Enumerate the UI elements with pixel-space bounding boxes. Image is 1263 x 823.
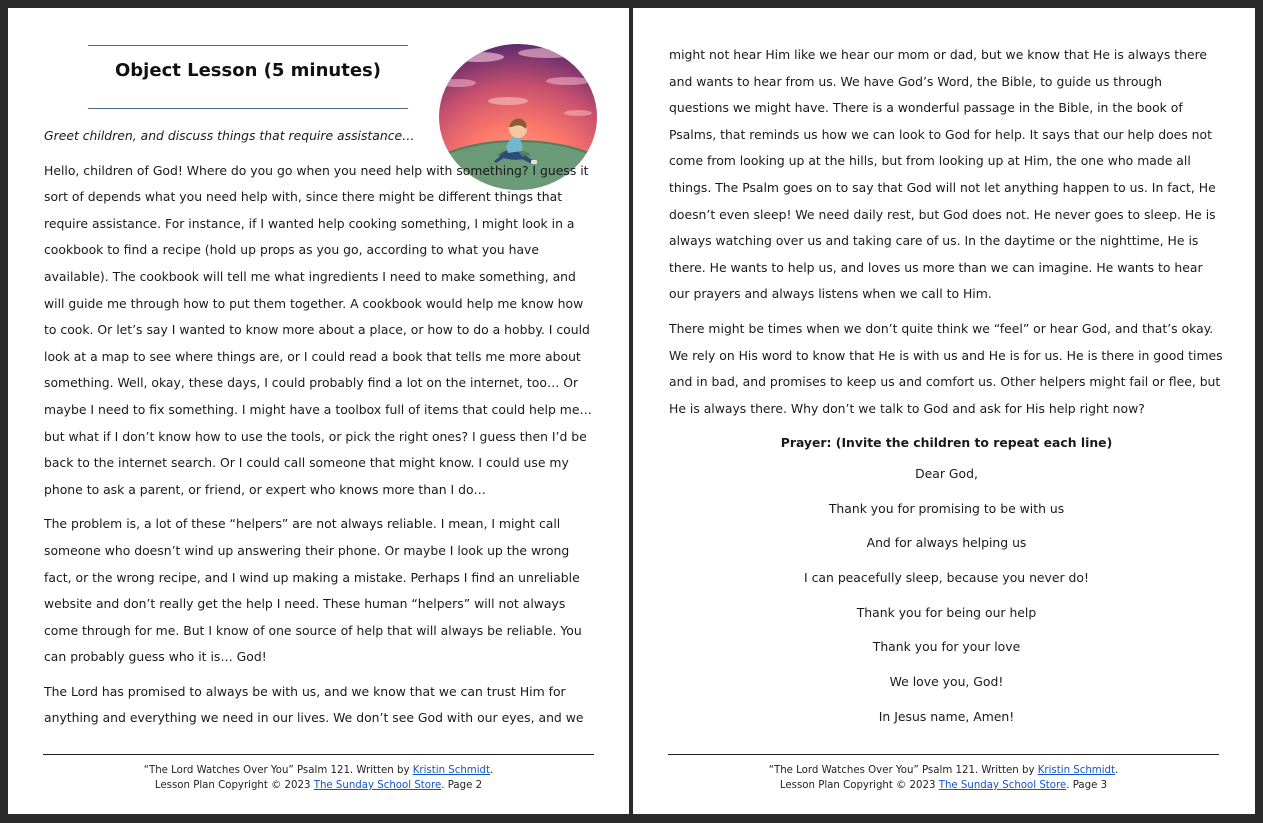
footer-line-1: [43, 763, 594, 778]
footer-text: “The Lord Watches Over You” Psalm 121. Written by: [143, 765, 413, 776]
title-box: [88, 45, 408, 109]
store-link[interactable]: The Sunday School Store: [938, 780, 1067, 791]
document-page-3: [633, 8, 1255, 814]
page-number: . Page 2: [441, 780, 483, 791]
prayer-heading: Prayer: (Invite the children to repeat each line): [780, 435, 1113, 451]
document-page-2: [8, 8, 629, 814]
prayer-line: I can peacefully sleep, because you never do!: [804, 570, 1089, 586]
body-paragraph: The Lord has promised to always be with us, and we know that we can trust Him for anything and everything we need in our lives. We don’t see God with our eyes, and we: [44, 683, 584, 726]
prayer: [669, 457, 1224, 735]
footer-rule: [668, 754, 1219, 755]
author-link[interactable]: Kristin Schmidt: [412, 765, 491, 776]
footer-text: .: [490, 765, 494, 776]
prayer-line: Thank you for promising to be with us: [828, 500, 1065, 516]
body-paragraph: might not hear Him like we hear our mom or dad, but we know that He is always there and wants to hear from us. We have God’s Word, the Bible, to guide us through questions we might have. There is a wonderful passage in the Bible, in the book of Psalms, that reminds us how we can look to God for help. It says that our help does not come from looking up at the hills, but from looking up at Him, the one who made all things. The Psalm goes on to say that God will not let anything happen to us. In fact, He doesn’t even sleep! We need daily rest, but God does not. He never goes to sleep. He is always watching over us and taking care of us. In the daytime or the nighttime, He is there. He wants to help us, and loves us more than we can imagine. He wants to hear our prayers and always listens when we call to Him.: [669, 47, 1216, 302]
footer-text: Lesson Plan Copyright © 2023: [154, 780, 314, 791]
author-link[interactable]: Kristin Schmidt: [1037, 765, 1116, 776]
intro-instruction: Greet children, and discuss things that require assistance…: [44, 128, 415, 143]
footer: [43, 763, 594, 793]
prayer-line: And for always helping us: [866, 535, 1027, 551]
footer-line-2: [668, 778, 1219, 793]
left-page-body: [44, 123, 598, 732]
footer-line-1: [668, 763, 1219, 778]
prayer-line: Dear God,: [915, 465, 978, 481]
prayer-line: In Jesus name, Amen!: [878, 708, 1015, 724]
prayer-line: Thank you for being our help: [856, 604, 1037, 620]
body-paragraph: The problem is, a lot of these “helpers” are not always reliable. I mean, I might call someone who doesn’t wind up answering their phone. Or maybe I look up the wrong fact, or the wrong recipe, and I wind up making a mistake. Perhaps I find an unreliable website and don’t really get the help I need. These human “helpers” will not always come through for me. But I know of one source of help that will always be reliable. You can probably guess who it is… God!: [44, 516, 582, 665]
footer: [668, 763, 1219, 793]
prayer-line: We love you, God!: [889, 674, 1004, 690]
footer-text: “The Lord Watches Over You” Psalm 121. Written by: [768, 765, 1038, 776]
prayer-line: Thank you for your love: [872, 639, 1021, 655]
page-title: Object Lesson (5 minutes): [115, 60, 381, 81]
page-number: . Page 3: [1066, 780, 1108, 791]
footer-line-2: [43, 778, 594, 793]
footer-text: Lesson Plan Copyright © 2023: [779, 780, 939, 791]
right-page-body: [669, 42, 1224, 735]
footer-text: .: [1115, 765, 1119, 776]
store-link[interactable]: The Sunday School Store: [313, 780, 442, 791]
body-paragraph: There might be times when we don’t quite think we “feel” or hear God, and that’s okay. We rely on His word to know that He is with us and He is for us. He is there in good times and in bad, and promises to keep us and comfort us. Other helpers might fail or flee, but He is always there. Why don’t we talk to God and ask for His help right now?: [669, 320, 1223, 416]
body-paragraph: Hello, children of God! Where do you go when you need help with something? I guess it sort of depends what you need help with, since there might be different things that require assistance. For instance, if I wanted help cooking something, I might look in a cookbook to find a recipe (hold up props as you go, according to what you have available). The cookbook will tell me what ingredients I need to make something, and will guide me through how to put them together. A cookbook would help me know how to cook. Or let’s say I wanted to know more about a place, or how to do a hobby. I could look at a map to see where things are, or I could read a book that tells me more about something. Well, okay, these days, I could probably find a lot on the internet, too… Or maybe I need to fix something. I might have a toolbox full of items that could help me…but what if I don’t know how to use the tools, or pick the right ones? I guess then I’d be back to the internet search. Or I could call someone that might know. I could use my phone to ask a parent, or friend, or expert who knows more than I do…: [44, 162, 592, 497]
footer-rule: [43, 754, 594, 755]
